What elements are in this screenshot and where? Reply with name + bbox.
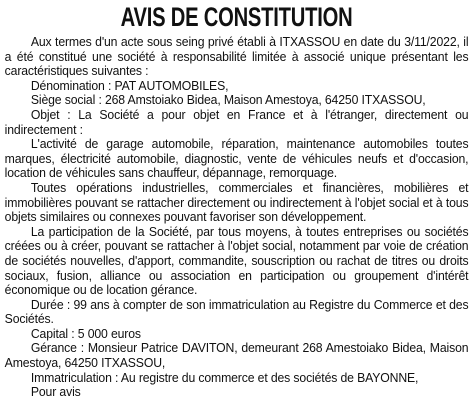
notice-title: AVIS DE CONSTITUTION (120, 2, 353, 32)
paragraph-operations: Toutes opérations industrielles, commerciales et financières, mobilières et immobilières pouvant se rattacher directement ou indirectement à l'objet social et à tous objets similaires ou connexes pouvant favoriser son développement. (4, 179, 469, 225)
paragraph-capital: Capital : 5 000 euros (30, 325, 141, 341)
paragraph-intro: Aux termes d'un acte sous seing privé établi à ITXASSOU en date du 3/11/2022, il a été constitué une société à responsabilité limitée à associé unique présentant les caractéristiques suivantes : (4, 34, 469, 79)
paragraph-activite: L'activité de garage automobile, réparation, maintenance automobiles toutes marques, électricité automobile, diagnostic, vente de véhicules neufs et d'occasion, location de véhicules sans chauffeur, dépannage, remorquage. (4, 136, 469, 181)
paragraph-pour-avis: Pour avis (30, 384, 81, 400)
paragraph-duree: Durée : 99 ans à compter de son immatriculation au Registre du Commerce et des Sociétés. (4, 296, 469, 327)
paragraph-gerance: Gérance : Monsieur Patrice DAVITON, demeurant 268 Amestoiako Bidea, Maison Amestoya, 64250 ITXASSOU, (4, 340, 469, 371)
legal-notice (0, 2, 472, 413)
paragraph-immatriculation: Immatriculation : Au registre du commerce et des sociétés de BAYONNE, (30, 369, 419, 385)
paragraph-denomination: Dénomination : PAT AUTOMOBILES, (30, 77, 229, 93)
paragraph-objet: Objet : La Société a pour objet en France et à l'étranger, directement ou indirectement : (4, 106, 469, 137)
paragraph-siege-social: Siège social : 268 Amstoiako Bidea, Maison Amestoya, 64250 ITXASSOU, (30, 92, 426, 108)
paragraph-participation: La participation de la Société, par tous moyens, à toutes entreprises ou sociétés créées ou à créer, pouvant se rattacher à l'objet social, notamment par voie de création de sociétés nouvelles, d'apport, commandite, souscription ou rachat de titres ou droits sociaux, fusion, alliance ou association en participation ou groupement d'intérêt économique ou de location gérance. (4, 223, 469, 298)
